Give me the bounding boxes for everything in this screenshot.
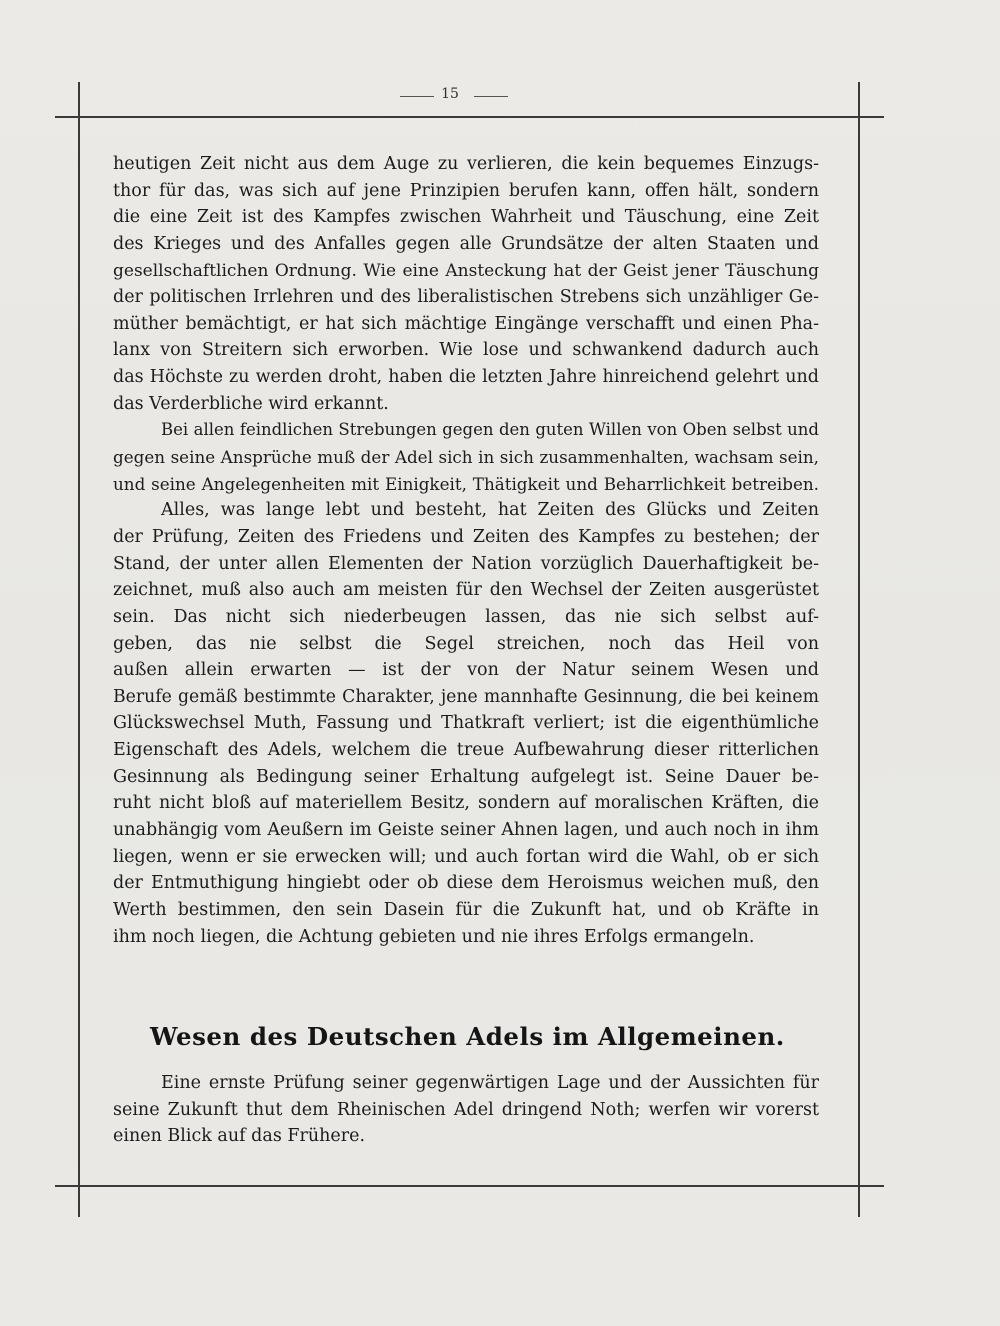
text-line: unabhängig vom Aeußern im Geiste seiner Ahnen lagen, und auch noch in ihm (113, 820, 819, 841)
text-line: einen Blick auf das Frühere. (113, 1126, 366, 1147)
text-line: gesellschaftlichen Ordnung. Wie eine Ansteckung hat der Geist jener Täuschung (113, 260, 819, 281)
text-line: der politischen Irrlehren und des liberalistischen Strebens sich unzähliger Ge- (113, 287, 819, 308)
text-line: der Entmuthigung hingiebt oder ob diese dem Heroismus weichen muß, den (113, 873, 819, 894)
text-line: gegen seine Ansprüche muß der Adel sich in sich zusammenhalten, wachsam sein, (113, 447, 819, 468)
text-line: müther bemächtigt, er hat sich mächtige Eingänge verschafft und einen Pha- (113, 313, 819, 334)
text-line: seine Zukunft thut dem Rheinischen Adel dringend Noth; werfen wir vorerst (113, 1099, 819, 1120)
text-line: zeichnet, muß also auch am meisten für den Wechsel der Zeiten ausgerüstet (113, 580, 819, 601)
text-line: thor für das, was sich auf jene Prinzipien berufen kann, offen hält, sondern (113, 180, 819, 201)
text-line: geben, das nie selbst die Segel streichen, noch das Heil von (113, 633, 819, 654)
paragraph-first-line: Eine ernste Prüfung seiner gegenwärtigen Lage und der Aussichten für (161, 1073, 819, 1093)
text-line: der Prüfung, Zeiten des Friedens und Zeiten des Kampfes zu bestehen; der (113, 526, 819, 547)
text-line: das Verderbliche wird erkannt. (113, 393, 389, 414)
text-line: Stand, der unter allen Elementen der Nation vorzüglich Dauerhaftigkeit be- (113, 553, 819, 574)
text-line: und seine Angelegenheiten mit Einigkeit, Thätigkeit und Beharrlichkeit betreiben. (113, 473, 819, 494)
left-frame-rule (78, 82, 80, 1217)
page-header (0, 86, 1000, 106)
top-frame-rule (55, 116, 884, 118)
text-line: heutigen Zeit nicht aus dem Auge zu verlieren, die kein bequemes Einzugs- (113, 154, 819, 174)
section-body-text (113, 1070, 819, 1150)
text-line: ruht nicht bloß auf materiellem Besitz, sondern auf moralischen Kräften, die (113, 793, 819, 814)
text-line: ihm noch liegen, die Achtung gebieten und nie ihres Erfolgs ermangeln. (113, 926, 755, 947)
text-line: Glückswechsel Muth, Fassung und Thatkraft verliert; ist die eigenthümliche (113, 713, 819, 734)
text-line: lanx von Streitern sich erworben. Wie lose und schwankend dadurch auch (113, 340, 819, 361)
body-text (113, 151, 819, 950)
page-number: 15 (441, 86, 459, 102)
text-line: Berufe gemäß bestimmte Charakter, jene mannhafte Gesinnung, die bei keinem (113, 686, 819, 707)
text-line: des Krieges und des Anfalles gegen alle Grundsätze der alten Staaten und (113, 233, 819, 254)
text-line: die eine Zeit ist des Kampfes zwischen Wahrheit und Täuschung, eine Zeit (113, 207, 819, 228)
text-line: Gesinnung als Bedingung seiner Erhaltung aufgelegt ist. Seine Dauer be- (113, 766, 819, 787)
text-line: sein. Das nicht sich niederbeugen lassen, das nie sich selbst auf- (113, 606, 819, 627)
paragraph-first-line: Alles, was lange lebt und besteht, hat Zeiten des Glücks und Zeiten (161, 500, 819, 521)
bottom-frame-rule (55, 1185, 884, 1187)
header-dash-right (474, 96, 508, 97)
right-frame-rule (858, 82, 860, 1217)
section-heading: Wesen des Deutschen Adels im Allgemeinen. (150, 1022, 785, 1051)
text-line: das Höchste zu werden droht, haben die letzten Jahre hinreichend gelehrt und (113, 367, 819, 388)
text-line: Werth bestimmen, den sein Dasein für die Zukunft hat, und ob Kräfte in (113, 899, 819, 920)
text-line: außen allein erwarten — ist der von der Natur seinem Wesen und (113, 660, 819, 681)
paragraph-first-line: Bei allen feindlichen Strebungen gegen den guten Willen von Oben selbst und (161, 420, 819, 440)
text-line: liegen, wenn er sie erwecken will; und auch fortan wird die Wahl, ob er sich (113, 846, 819, 867)
text-line: Eigenschaft des Adels, welchem die treue Aufbewahrung dieser ritterlichen (113, 740, 819, 761)
